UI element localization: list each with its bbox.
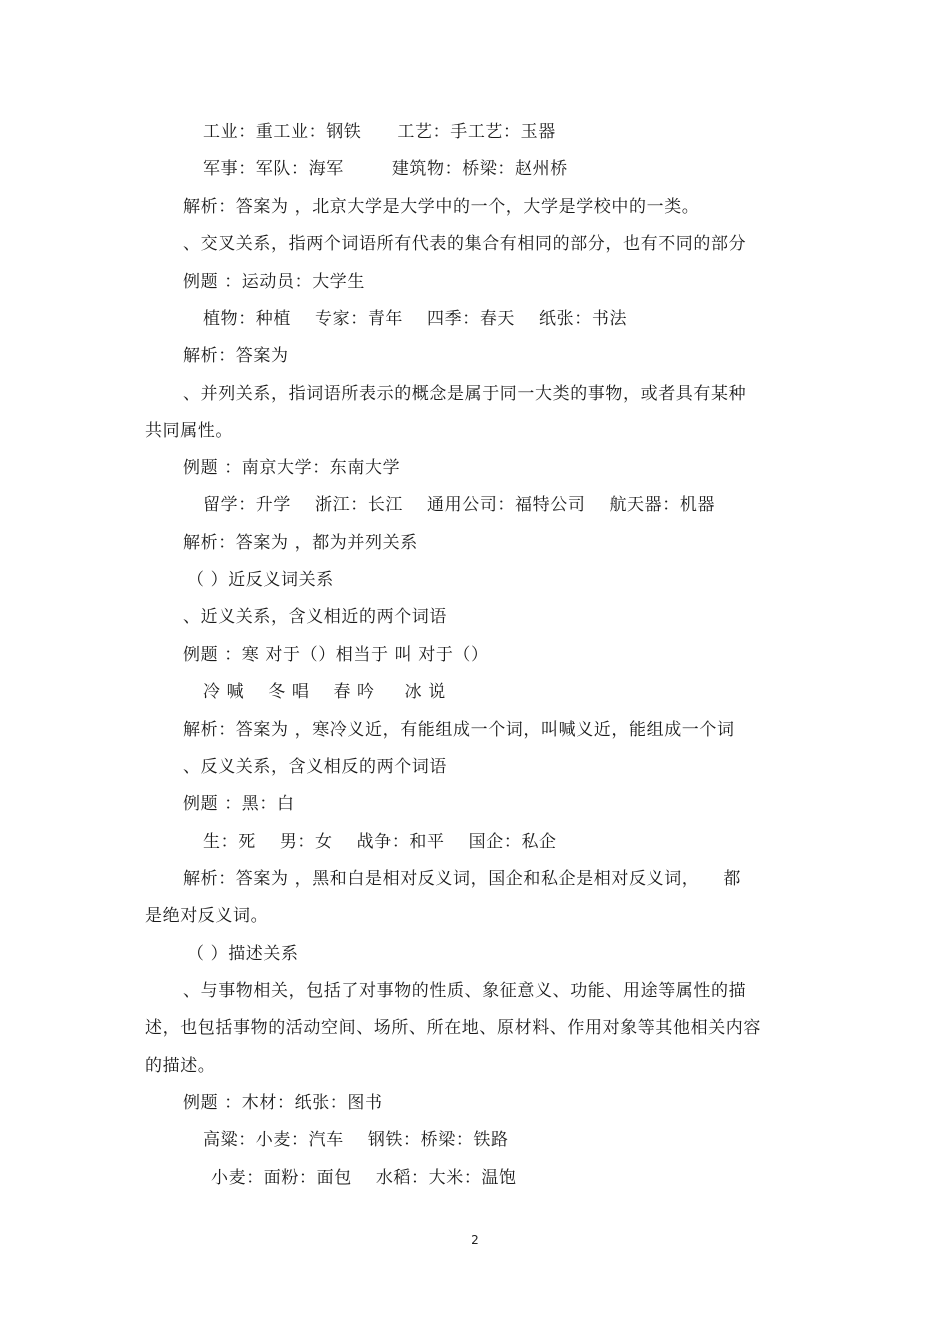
text-line-2: 军事：军队：海军 建筑物：桥梁：赵州桥: [203, 159, 568, 179]
text-line-3: 解析：答案为 ，北京大学是大学中的一个，大学是学校中的一类。: [183, 197, 700, 217]
text-line-11: 留学：升学 浙江：长江 通用公司：福特公司 航天器：机器: [203, 495, 716, 515]
text-line-15: 例题 ：寒 对于（）相当于 叫 对于（）: [183, 645, 489, 665]
text-line-1: 工业：重工业：钢铁 工艺：手工艺：玉器: [203, 122, 556, 142]
text-line-20: 生：死 男：女 战争：和平 国企：私企: [203, 832, 557, 852]
page-number: 2: [471, 1233, 479, 1247]
text-line-17: 解析：答案为 ，寒冷义近，有能组成一个词，叫喊义近，能组成一个词: [183, 720, 735, 740]
text-line-29: 小麦：面粉：面包 水稻：大米：温饱: [211, 1168, 517, 1188]
text-line-27: 例题 ：木材：纸张：图书: [183, 1093, 383, 1113]
text-line-8: 、并列关系，指词语所表示的概念是属于同一大类的事物，或者具有某种: [183, 384, 747, 404]
text-line-19: 例题 ：黑：白: [183, 794, 295, 814]
text-line-7: 解析：答案为: [183, 346, 289, 366]
text-line-13: （ ）近反义词关系: [187, 570, 334, 590]
text-line-10: 例题 ：南京大学：东南大学: [183, 458, 401, 478]
text-line-24: 、与事物相关，包括了对事物的性质、象征意义、功能、用途等属性的描: [183, 981, 747, 1001]
text-line-16: 冷 喊 冬 唱 春 吟 冰 说: [203, 682, 446, 702]
text-line-28: 高粱：小麦：汽车 钢铁：桥梁：铁路: [203, 1130, 509, 1150]
text-line-6: 植物：种植 专家：青年 四季：春天 纸张：书法: [203, 309, 628, 329]
text-line-21: 解析：答案为 ，黑和白是相对反义词，国企和私企是相对反义词， 都: [183, 869, 742, 889]
text-line-23: （ ）描述关系: [187, 944, 299, 964]
text-line-12: 解析：答案为 ，都为并列关系: [183, 533, 418, 553]
text-line-18: 、反义关系，含义相反的两个词语: [183, 757, 447, 777]
text-line-9: 共同属性。: [145, 421, 233, 441]
text-line-14: 、近义关系，含义相近的两个词语: [183, 607, 447, 627]
text-line-22: 是绝对反义词。: [145, 906, 269, 926]
text-line-25: 述，也包括事物的活动空间、场所、所在地、原材料、作用对象等其他相关内容: [145, 1018, 761, 1038]
text-line-5: 例题 ：运动员：大学生: [183, 272, 366, 292]
text-line-26: 的描述。: [145, 1056, 216, 1076]
text-line-4: 、交叉关系，指两个词语所有代表的集合有相同的部分，也有不同的部分: [183, 234, 747, 254]
